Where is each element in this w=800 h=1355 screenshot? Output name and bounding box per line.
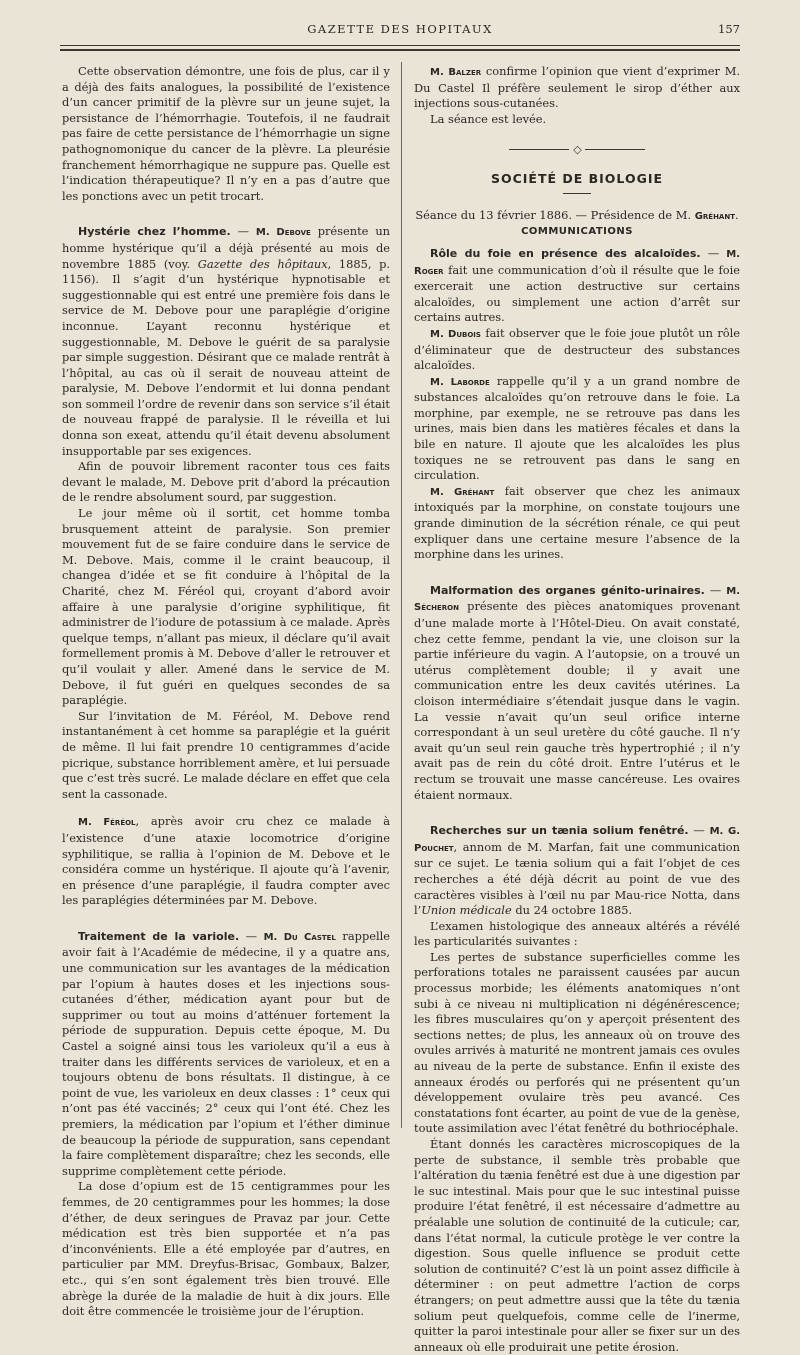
foie-heading: Rôle du foie en présence des alcaloïdes. bbox=[430, 246, 701, 260]
taenia-text-a: , annom de M. Marfan, fait une communication sur ce sujet. Le tænia solium qui a fait l’objet de ces recherches a été déjà décrit au point de vue des caractères visibles à l’œil nu par Mau-rice Notta, dans l’ bbox=[414, 839, 740, 918]
short-rule bbox=[563, 193, 591, 194]
session-line bbox=[414, 208, 740, 225]
hysterie-paragraph-2: Afin de pouvoir librement raconter tous ces faits devant le malade, M. Debove prit d’abord la précaution de le rendre absolument sourd, par suggestion. bbox=[62, 459, 390, 505]
seance-levee: La séance est levée. bbox=[430, 111, 547, 126]
section-divider bbox=[414, 141, 740, 157]
divider-ornament-icon: ◇ bbox=[573, 142, 581, 156]
foie-text: fait une communication d’où il résulte que le foie exercerait une action destructive sur certains alcaloïdes, ou simplement une action d’arrêt sur certains autres. bbox=[414, 262, 740, 325]
speaker-laborde: M. Laborde bbox=[430, 376, 490, 388]
malformation-text: présente des pièces anatomiques provenant d’une malade morte à l’Hôtel-Dieu. On avait constaté, chez cette femme, pendant la vie, une cloison sur la partie inférieure du vagin. A l’autopsie, on a trouvé un utérus complètement double; il y avait une communication entre les deux cavités utérines. La cloison intermédiaire s’étendait jusque dans le vagin. La vessie n’avait qu’un seul orifice interne correspondant à un seul uretère du côté gauche. Il n’y avait qu’un seul rein gauche très hypertrophié ; il n’y avait pas de rein du côté droit. Entre l’utérus et le rectum se trouvait une masse cancéreuse. Les ovaires étaient normaux. bbox=[414, 599, 740, 802]
session-end: . bbox=[734, 207, 739, 222]
malformation-paragraph bbox=[414, 583, 740, 803]
left-column bbox=[62, 64, 390, 1320]
heading-dash: — bbox=[230, 224, 256, 239]
dubois-text: fait observer que le foie joue plutôt un rôle d’éliminateur que de destructeur des substances alcaloïdes. bbox=[414, 325, 741, 373]
page-number: 157 bbox=[718, 22, 740, 36]
taenia-paragraph-1 bbox=[414, 823, 740, 919]
cancer-conclusion-paragraph: Cette observation démontre, une fois de plus, car il y a déjà des faits analogues, la possibilité de l’existence d’un cancer primitif de la plèvre sur un jeune sujet, la persistance de l’hémorrhagie. Toutefois, il ne faudrait pas faire de cette persistance de l’hémorrhagie un signe pathognomonique du cancer de la plèvre. La pleurésie franchement hémorrhagique ne suppure pas. Quelle est l’indication thérapeutique? Il n’y en a pas d’autre que les ponctions avec un petit trocart. bbox=[62, 64, 390, 203]
running-header bbox=[60, 22, 740, 42]
laborde-text: rappelle qu’il y a un grand nombre de substances alcaloïdes qu’on retrouve dans le foie. La morphine, par exemple, ne se retrouve pas dans les urines, mais bien dans les matières fécales et dans la bile en nature. Il ajoute que les alcaloïdes les plus toxiques ne se retrouvent pas dans le sang en circulation. bbox=[414, 373, 740, 483]
variole-paragraph-2: La dose d’opium est de 15 centigrammes pour les femmes, de 20 centigrammes pour les hommes; la dose d’éther, de deux seringues de Pravaz par jour. Cette médication est très bien supportée et n’a pas d’inconvénients. Elle a été employée par d’autres, en particulier par MM. Dreyfus-Brisac, Gombaux, Balzer, etc., qui s’en sont également très bien trouvé. Elle abrège la durée de la maladie de huit à dix jours. Elle doit être commencée le troisième jour de l’éruption. bbox=[62, 1179, 390, 1319]
taenia-heading: Recherches sur un tænia solium fenêtré. bbox=[430, 824, 689, 838]
taenia-citation: Union médicale bbox=[421, 903, 512, 918]
divider-line-left bbox=[509, 149, 569, 150]
malformation-heading: Malformation des organes génito-urinaires. bbox=[430, 583, 705, 597]
speaker-secheron: M. Sécheron bbox=[414, 585, 740, 614]
taenia-text-b: du 24 octobre 1885. bbox=[511, 903, 633, 918]
foie-paragraph-2 bbox=[414, 326, 740, 374]
variole-text: rappelle avoir fait à l’Académie de médecine, il y a quatre ans, une communication sur les avantages de la médication par l’opium à hautes doses et les injections sous-cutanées d’éther, médication ayant pour but de supprimer ou tout au moins d’atténuer fortement la période de suppuration. Depuis cette époque, M. Du Castel a soigné ainsi tous les varioleux qu’il a eus à traiter dans les différents services de varioleux, et en a toujours obtenu de bons résultats. Il distingue, à ce point de vue, les varioleux en deux classes : 1° ceux qui n’ont pas été vaccinés; 2° ceux qui l’ont été. Chez les premiers, la médication par l’opium et l’éther diminue de beaucoup la période de suppuration, sans cependant la faire complètement disparaître; chez les seconds, elle supprime complètement cette période. bbox=[62, 928, 390, 1178]
variole-heading: Traitement de la variole. bbox=[78, 929, 240, 943]
divider-line-right bbox=[585, 149, 645, 150]
hysterie-paragraph-5 bbox=[62, 814, 390, 909]
taenia-paragraph-2: L’examen histologique des anneaux altérés a révélé les particularités suivantes : bbox=[414, 918, 740, 949]
speaker-balzer: M. Balzer bbox=[430, 67, 482, 78]
speaker-pouchet: M. G. Pouchet bbox=[414, 826, 741, 854]
foie-paragraph-1 bbox=[414, 246, 740, 326]
fereol-text: , après avoir cru chez ce malade à l’existence d’une ataxie locomotrice d’origine syphilitique, se rallia à l’opinion de M. Debove et le considéra comme un hystérique. Il ajoute qu’à l’avenir, en présence d’une paraplégie, il faudra compter avec les paraplégies déterminées par M. Debove. bbox=[62, 814, 391, 908]
header-rule-thick bbox=[60, 49, 740, 51]
balzer-paragraph bbox=[414, 64, 740, 112]
hysterie-text-a: présente un homme hystérique qu’il a déjà présenté au mois de novembre 1885 (voy. bbox=[62, 224, 390, 271]
speaker-dubois: M. Dubois bbox=[430, 328, 481, 340]
heading-dash: — bbox=[239, 928, 264, 943]
taenia-paragraph-4: Étant donnés les caractères microscopiques de la perte de substance, il semble très probable que l’altération du tænia fenêtré est due à une digestion par le suc intestinal. Mais pour que le suc intestinal puisse produire l’état fenêtré, il est nécessaire d’admettre au préalable une solution de continuité de la cuticule; car, dans l’état normal, la cuticule protège le ver contre la digestion. Sous quelle influence se produit cette solution de continuité? C’est là un point assez difficile à déterminer : on peut admettre l’action de corps étrangers; on peut admettre aussi que la tête du tænia solium peut quelquefois, comme celle de l’inerme, quitter la paroi intestinale pour aller se fixer sur un des anneaux où elle produirait une petite érosion. bbox=[414, 1137, 740, 1354]
speaker-debove: M. Debove bbox=[255, 227, 311, 239]
column-divider bbox=[401, 62, 402, 1128]
speaker-fereol: M. Féréol bbox=[78, 817, 136, 829]
right-column bbox=[414, 64, 740, 1355]
speaker-grehant: M. Gréhant bbox=[430, 486, 495, 498]
speaker-du-castel: M. Du Castel bbox=[263, 931, 336, 943]
hysterie-text-b: , 1885, p. 1156). Il s’agit d’un hystérique hypnotisable et suggestionnable qui est entré une première fois dans le service de M. Debove pour une paraplégie d’origine inconnue. L’ayant reconnu hystérique et suggestionnable, M. Debove le guérit de sa paralysie par simple suggestion. Désirant que ce malade rentrât à l’hôpital, au cas où il serait de nouveau atteint de paralysie, M. Debove l’endormit et lui donna pendant son sommeil l’ordre de revenir dans son service s’il était de nouveau frappé de paralysie. Il le réveilla et lui donna son exeat, attendu qu’il était devenu absolument insupportable par ses exigences. bbox=[62, 256, 391, 458]
hysterie-paragraph-1 bbox=[62, 224, 390, 459]
hysterie-paragraph-4: Sur l’invitation de M. Féréol, M. Debove rend instantanément à cet homme sa paraplégie et la guérit de même. Il lui fait prendre 10 centigrammes d’acide picrique, substance horriblement amère, et lui persuade que c’est très sucré. Le malade déclare en effet que cela sent la cassonade. bbox=[62, 708, 390, 801]
grehant-text: fait observer que chez les animaux intoxiqués par la morphine, on constate toujours une grande diminution de la sécrétion rénale, ce qui peut expliquer dans une certaine mesure l’absence de la morphine dans les urines. bbox=[414, 483, 740, 562]
speaker-roger: M. Roger bbox=[414, 248, 741, 277]
hysterie-citation: Gazette des hôpitaux bbox=[197, 256, 328, 271]
hysterie-paragraph-3: Le jour même où il sortit, cet homme tomba brusquement atteint de paralysie. Son premier mouvement fut de se faire conduire dans le service de M. Debove. Mais, comme il le craint beaucoup, il changea d’idée et se fit conduire à l’hôpital de la Charité, chez M. Féréol qui, croyant d’abord avoir affaire à une paralysie d’origine syphilitique, fit administrer de l’iodure de potassium à ce malade. Après quelque temps, n’allant pas mieux, il déclare qu’il avait formellement promis à M. Debove d’aller le retrouver et qu’il voulait y aller. Amené dans le service de M. Debove, il fut guéri en quelques secondes de sa paraplégie. bbox=[62, 506, 390, 708]
session-text: Séance du 13 février 1886. — Présidence de M. bbox=[415, 207, 695, 222]
heading-dash: — bbox=[688, 823, 710, 838]
society-title: SOCIÉTÉ DE BIOLOGIE bbox=[490, 171, 664, 187]
journal-title: GAZETTE DES HOPITAUX bbox=[307, 22, 493, 36]
heading-dash: — bbox=[704, 582, 727, 597]
heading-dash: — bbox=[700, 245, 727, 260]
foie-paragraph-3 bbox=[414, 374, 740, 484]
taenia-paragraph-3: Les pertes de substance superficielles comme les perforations totales ne paraissent causées par aucun processus morbide; les éléments anatomiques n’ont subi à ce niveau ni multiplication ni dégénérescence; les fibres musculaires qu’on y aperçoit présentent des sections nettes; de plus, les anneaux où on trouve des ovules arrivés à maturité ne montrent jamais ces ovules au niveau de la perte de substance. Enfin il existe des anneaux érodés ou perforés qui ne présentent qu’un développement ovulaire très peu avancé. Ces constatations font écarter, au point de vue de la genèse, toute assimilation avec l’état fenêtré du bothriocéphale. bbox=[414, 949, 740, 1136]
header-rule-thin bbox=[60, 45, 740, 46]
foie-paragraph-4 bbox=[414, 484, 740, 563]
president-name: Gréhant bbox=[694, 210, 735, 222]
communications-title: COMMUNICATIONS bbox=[521, 226, 633, 238]
balzer-text: confirme l’opinion que vient d’exprimer M. Du Castel Il préfère seulement le sirop d’éther aux injections sous-cutanées. bbox=[414, 64, 740, 111]
hysterie-heading: Hystérie chez l’homme. bbox=[78, 225, 231, 239]
